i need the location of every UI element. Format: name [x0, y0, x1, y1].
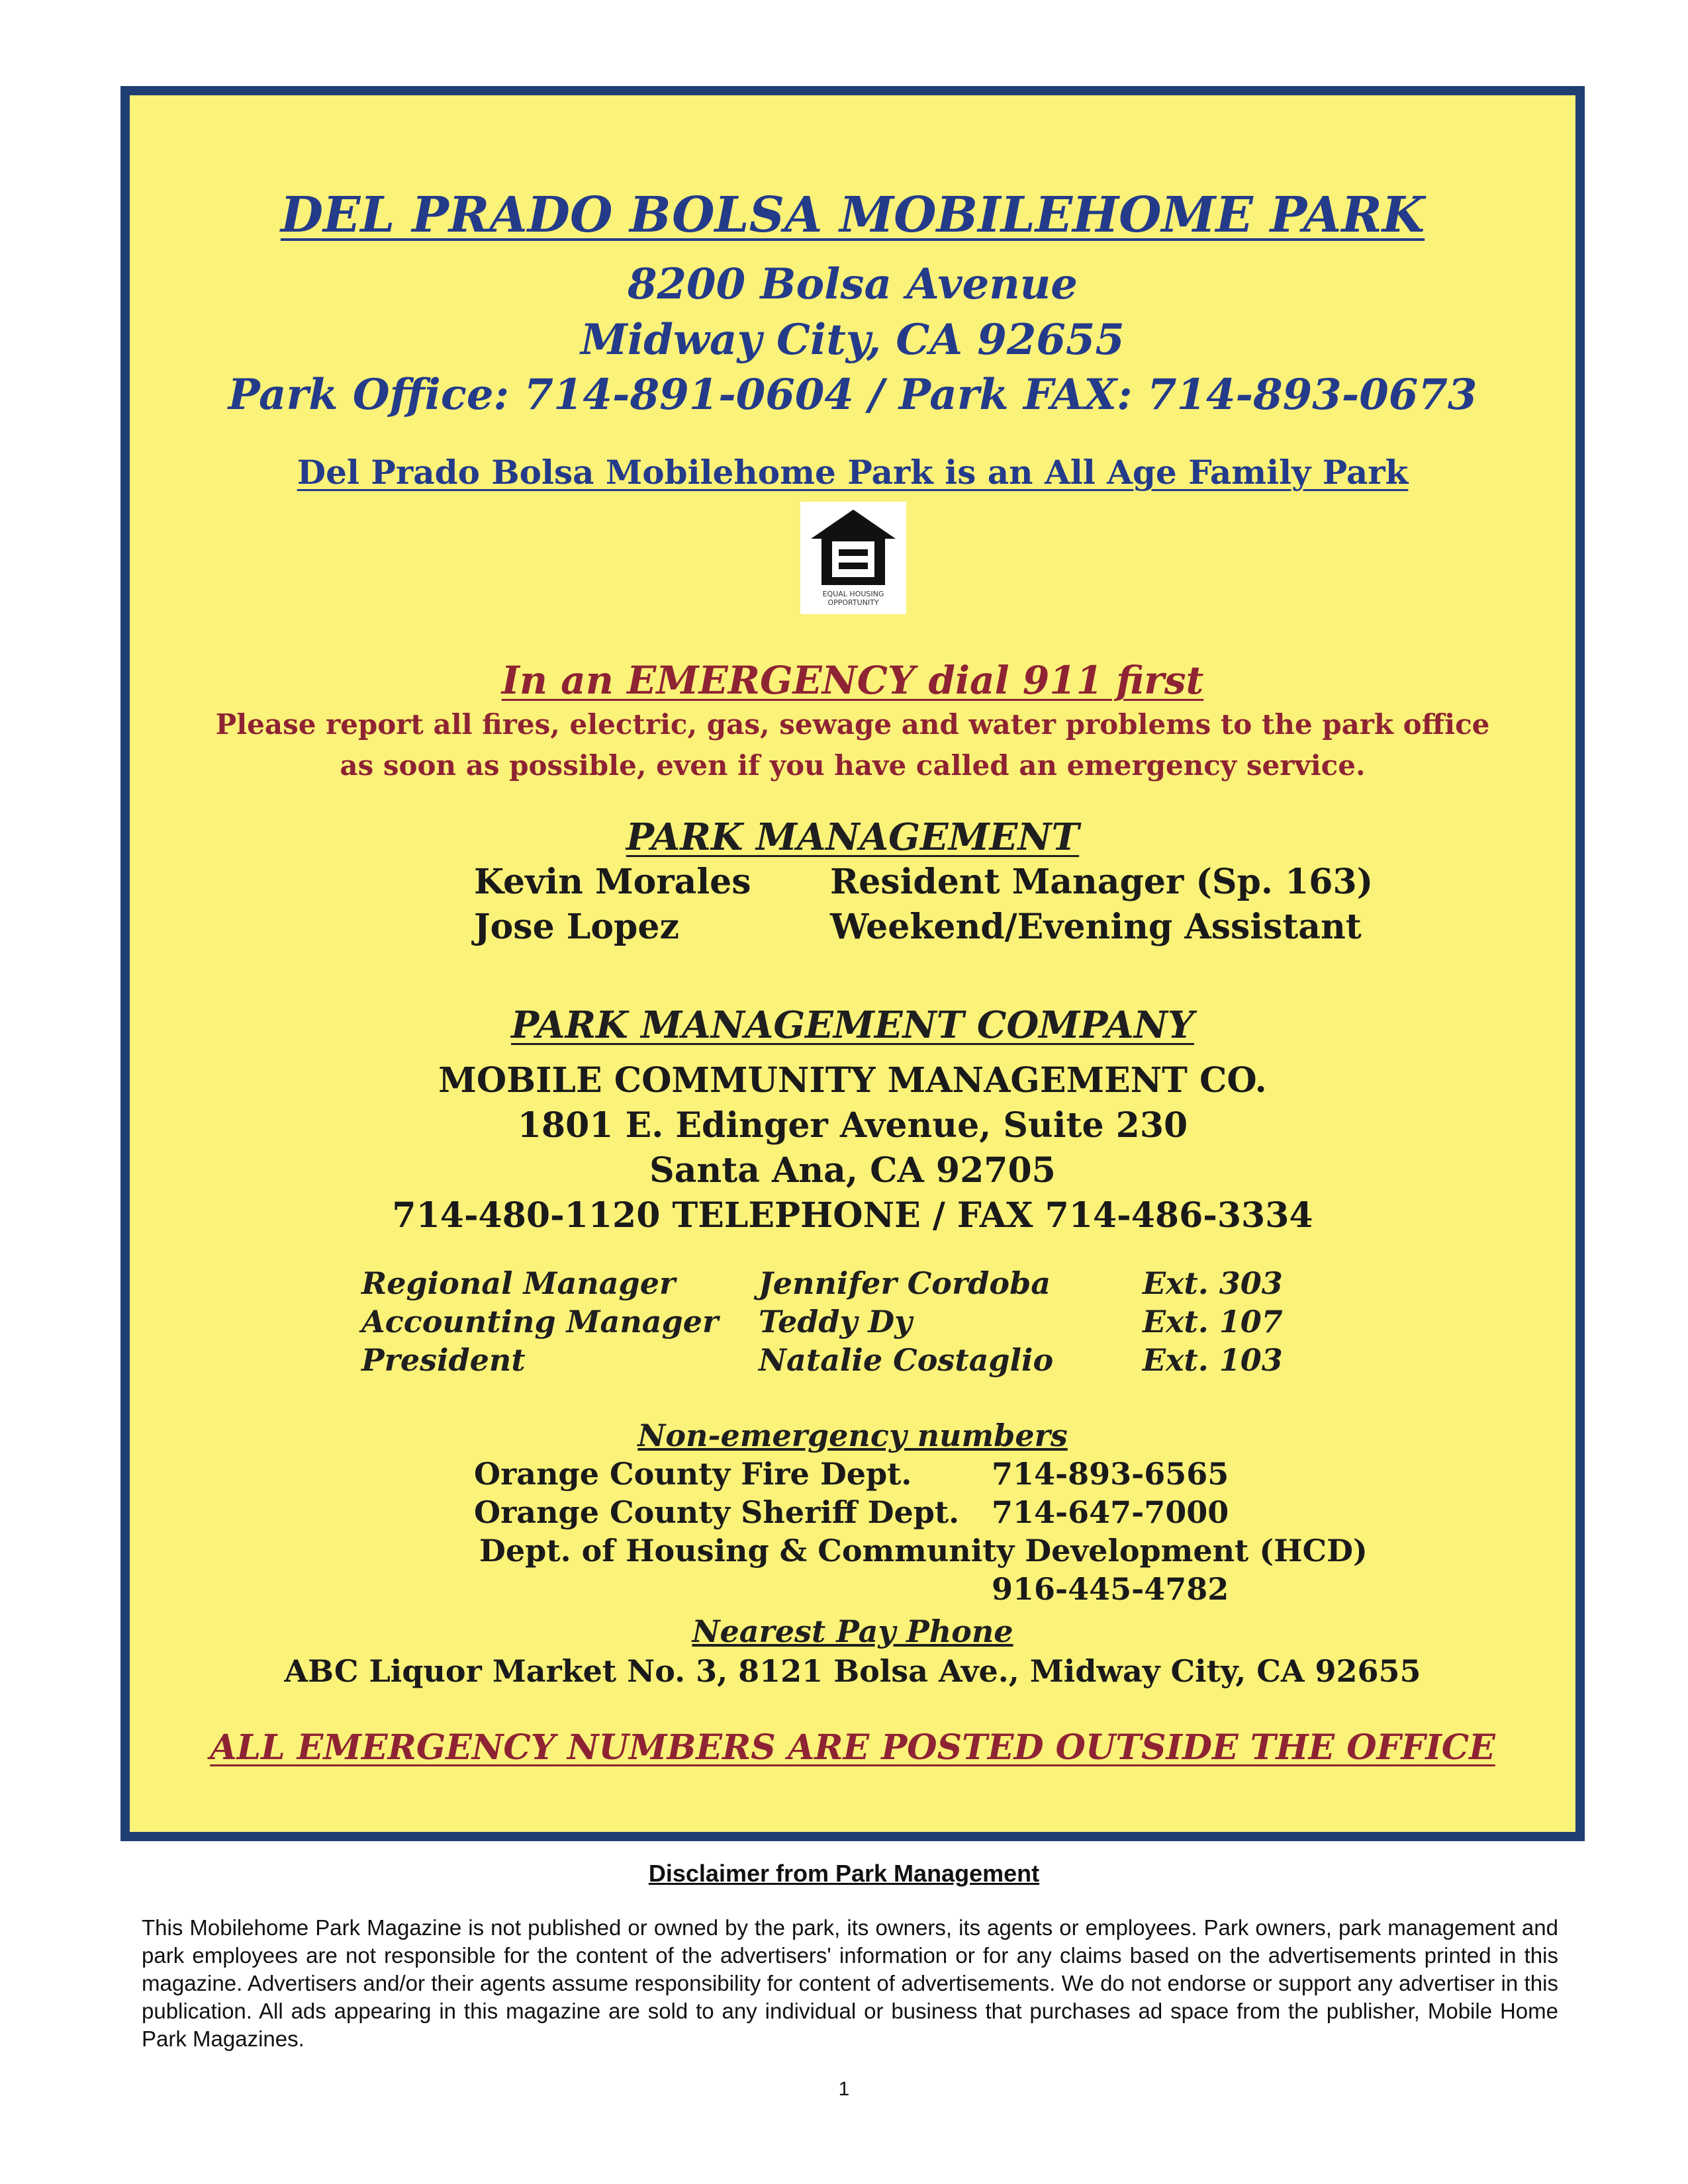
equal-housing-logo [800, 502, 906, 614]
staff-title-3: President [361, 1342, 526, 1378]
manager-name-2: Jose Lopez [474, 907, 679, 947]
emergency-heading: In an EMERGENCY dial 911 first [501, 658, 1204, 703]
sheriff-dept-number: 714-647-7000 [992, 1494, 1229, 1530]
pay-phone-location: ABC Liquor Market No. 3, 8121 Bolsa Ave., Midway City, CA 92655 [284, 1653, 1421, 1689]
hcd-label: Dept. of Housing & Community Development (HCD) [479, 1533, 1368, 1569]
company-street: 1801 E. Edinger Avenue, Suite 230 [517, 1105, 1188, 1146]
family-park-statement: Del Prado Bolsa Mobilehome Park is an All Age Family Park [297, 453, 1409, 492]
staff-ext-3: Ext. 103 [1143, 1342, 1283, 1378]
staff-title-2: Accounting Manager [361, 1304, 719, 1340]
staff-name-2: Teddy Dy [759, 1304, 912, 1340]
emergency-numbers-notice: ALL EMERGENCY NUMBERS ARE POSTED OUTSIDE THE OFFICE [210, 1727, 1495, 1768]
park-info-flyer [120, 86, 1585, 1841]
sheriff-dept-label: Orange County Sheriff Dept. [474, 1494, 960, 1530]
management-company-heading: PARK MANAGEMENT COMPANY [511, 1003, 1194, 1047]
equal-housing-text-2: OPPORTUNITY [827, 598, 879, 607]
park-management-heading: PARK MANAGEMENT [626, 815, 1080, 859]
staff-ext-1: Ext. 303 [1143, 1265, 1283, 1301]
fire-dept-label: Orange County Fire Dept. [474, 1456, 912, 1492]
disclaimer-title: Disclaimer from Park Management [648, 1860, 1040, 1887]
equal-housing-house-icon [808, 507, 898, 588]
company-name: MOBILE COMMUNITY MANAGEMENT CO. [438, 1060, 1267, 1101]
non-emergency-heading: Non-emergency numbers [637, 1418, 1068, 1453]
fire-dept-number: 714-893-6565 [992, 1456, 1229, 1492]
staff-title-1: Regional Manager [361, 1265, 676, 1301]
staff-ext-2: Ext. 107 [1143, 1304, 1283, 1340]
manager-role-2: Weekend/Evening Assistant [830, 907, 1362, 947]
hcd-number: 916-445-4782 [992, 1571, 1229, 1607]
manager-name-1: Kevin Morales [474, 862, 751, 902]
manager-role-1: Resident Manager (Sp. 163) [830, 862, 1374, 902]
park-name-title: DEL PRADO BOLSA MOBILEHOME PARK [280, 187, 1425, 244]
park-city-address: Midway City, CA 92655 [581, 315, 1125, 365]
park-phone-fax: Park Office: 714-891-0604 / Park FAX: 714-893-0673 [228, 370, 1477, 420]
company-city: Santa Ana, CA 92705 [649, 1150, 1056, 1191]
emergency-instruction-line-1: Please report all fires, electric, gas, sewage and water problems to the park office [215, 708, 1490, 741]
pay-phone-heading: Nearest Pay Phone [692, 1614, 1013, 1649]
staff-name-3: Natalie Costaglio [759, 1342, 1054, 1378]
emergency-instructions [130, 704, 1575, 786]
disclaimer-body: This Mobilehome Park Magazine is not published or owned by the park, its owners, its agents or employees. Park owners, park management and park employees are not responsible for the content of the advertisers' information or for any claims based on the advertisements printed in this magazine. Advertisers and/or their agents assume responsibility for content of advertisements. We do not endorse or support any advertiser in this publication. All ads appearing in this magazine are sold to any individual or business that purchases ad space from the publisher, Mobile Home Park Magazines. [142, 1915, 1558, 2051]
emergency-instruction-line-2: as soon as possible, even if you have called an emergency service. [340, 749, 1366, 782]
company-phones: 714-480-1120 TELEPHONE / FAX 714-486-3334 [392, 1195, 1313, 1236]
park-street-address: 8200 Bolsa Avenue [627, 259, 1078, 309]
staff-name-1: Jennifer Cordoba [759, 1265, 1051, 1301]
equal-housing-text-1: EQUAL HOUSING [822, 590, 884, 598]
page-number: 1 [838, 2078, 850, 2100]
